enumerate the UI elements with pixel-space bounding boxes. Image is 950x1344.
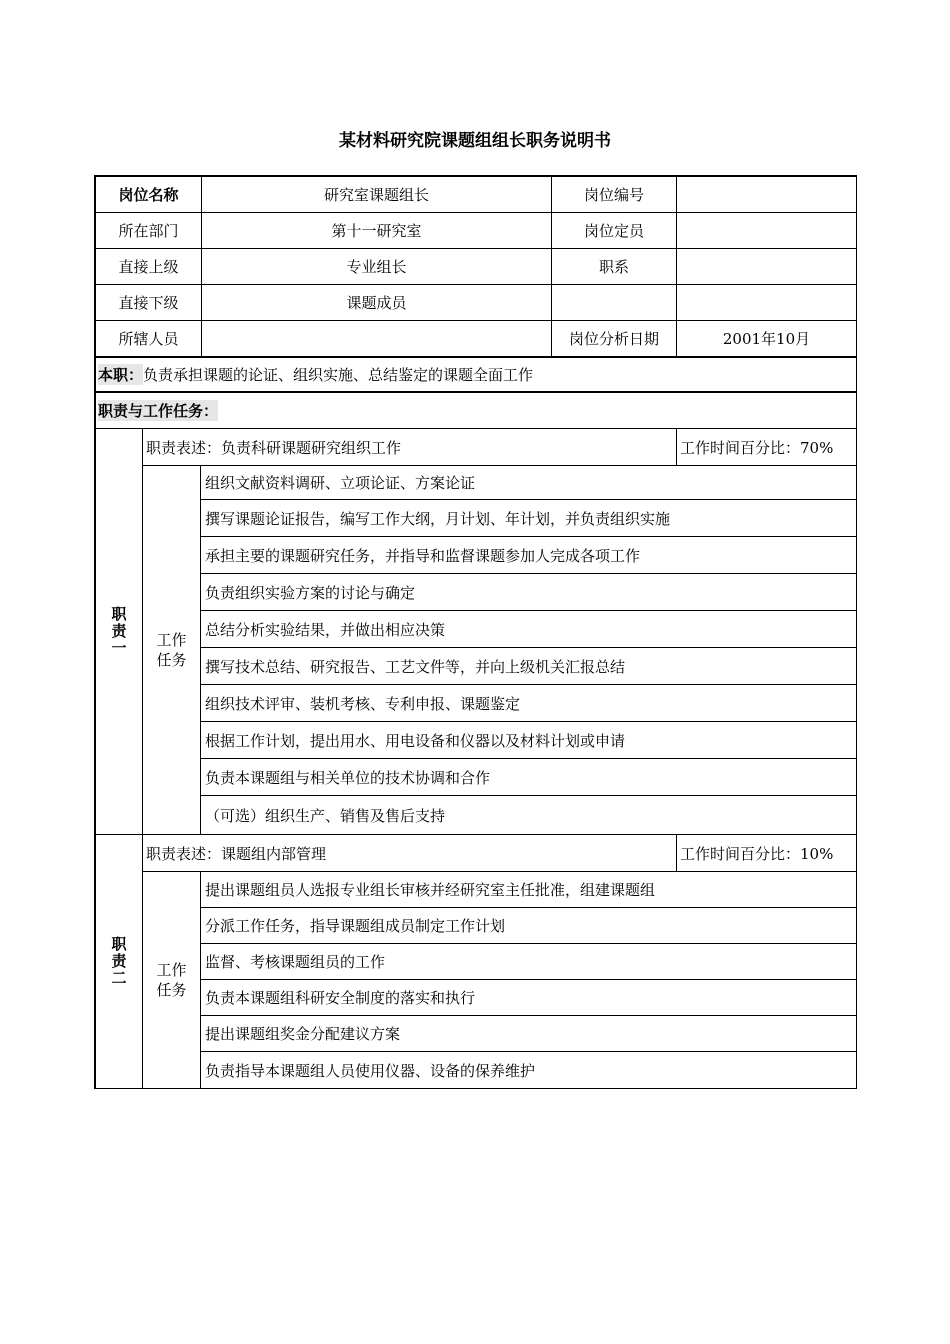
info-value: 2001年10月 — [722, 330, 811, 348]
info-label: 直接下级 — [96, 285, 202, 320]
duty-pct: 工作时间百分比：10% — [680, 844, 834, 863]
task-item: 分派工作任务，指导课题组成员制定工作计划 — [201, 908, 856, 944]
info-row — [96, 213, 856, 249]
task-item: 监督、考核课题组员的工作 — [201, 944, 856, 980]
task-label: 工作任务 — [156, 631, 187, 669]
task-label: 工作任务 — [156, 961, 187, 999]
task-item: 撰写技术总结、研究报告、工艺文件等，并向上级机关汇报总结 — [201, 648, 856, 685]
info-label: 岗位分析日期 — [552, 321, 677, 356]
info-value — [677, 177, 856, 212]
task-item: 组织文献资料调研、立项论证、方案论证 — [201, 466, 856, 500]
task-item: 负责组织实验方案的讨论与确定 — [201, 574, 856, 611]
info-value — [677, 249, 856, 284]
task-item: 提出课题组员人选报专业组长审核并经研究室主任批准，组建课题组 — [201, 872, 856, 908]
duty-desc-row — [143, 835, 856, 872]
page-title: 某材料研究院课题组组长职务说明书 — [339, 131, 611, 151]
duty-label: 职责二 — [109, 936, 128, 987]
info-value — [677, 213, 856, 248]
info-label: 岗位名称 — [96, 177, 202, 212]
task-item: 负责本课题组科研安全制度的落实和执行 — [201, 980, 856, 1016]
task-list — [201, 872, 856, 1088]
duty-desc-row — [143, 429, 856, 466]
duty-desc: 职责表述：负责科研课题研究组织工作 — [143, 429, 677, 465]
info-value — [202, 321, 552, 356]
info-value — [677, 285, 856, 320]
info-value: 专业组长 — [202, 249, 552, 284]
info-row — [96, 249, 856, 285]
task-item: 撰写课题论证报告，编写工作大纲，月计划、年计划，并负责组织实施 — [201, 500, 856, 537]
core-duty-text: 负责承担课题的论证、组织实施、总结鉴定的课题全面工作 — [143, 366, 534, 384]
info-value: 第十一研究室 — [202, 213, 552, 248]
job-description-table — [94, 175, 857, 1089]
duty-section-1 — [96, 429, 856, 835]
duty-section-2 — [96, 835, 856, 1088]
info-row — [96, 177, 856, 213]
task-list — [201, 466, 856, 834]
task-item: 负责本课题组与相关单位的技术协调和合作 — [201, 759, 856, 796]
duty-label: 职责一 — [109, 606, 128, 657]
task-item: 组织技术评审、装机考核、专利申报、课题鉴定 — [201, 685, 856, 722]
info-label: 所辖人员 — [96, 321, 202, 356]
info-label — [552, 285, 677, 320]
info-label: 直接上级 — [96, 249, 202, 284]
task-item: 承担主要的课题研究任务，并指导和监督课题参加人完成各项工作 — [201, 537, 856, 574]
task-item: 负责指导本课题组人员使用仪器、设备的保养维护 — [205, 1061, 536, 1080]
info-label: 所在部门 — [96, 213, 202, 248]
task-item: 总结分析实验结果，并做出相应决策 — [201, 611, 856, 648]
duties-header: 职责与工作任务： — [98, 402, 219, 420]
duty-desc: 职责表述：课题组内部管理 — [143, 835, 677, 871]
info-label: 岗位编号 — [552, 177, 677, 212]
task-item: 提出课题组奖金分配建议方案 — [201, 1016, 856, 1052]
info-value: 研究室课题组长 — [202, 177, 552, 212]
info-label: 职系 — [552, 249, 677, 284]
info-row — [96, 285, 856, 321]
task-item: 根据工作计划，提出用水、用电设备和仪器以及材料计划或申请 — [201, 722, 856, 759]
info-label: 岗位定员 — [552, 213, 677, 248]
task-item: （可选）组织生产、销售及售后支持 — [205, 806, 446, 825]
info-value: 课题成员 — [202, 285, 552, 320]
duty-pct: 工作时间百分比：70% — [680, 438, 834, 457]
info-row — [96, 321, 856, 357]
core-duty-label: 本职： — [98, 366, 144, 384]
core-duty-row — [96, 357, 856, 393]
duties-header-row — [96, 393, 856, 429]
